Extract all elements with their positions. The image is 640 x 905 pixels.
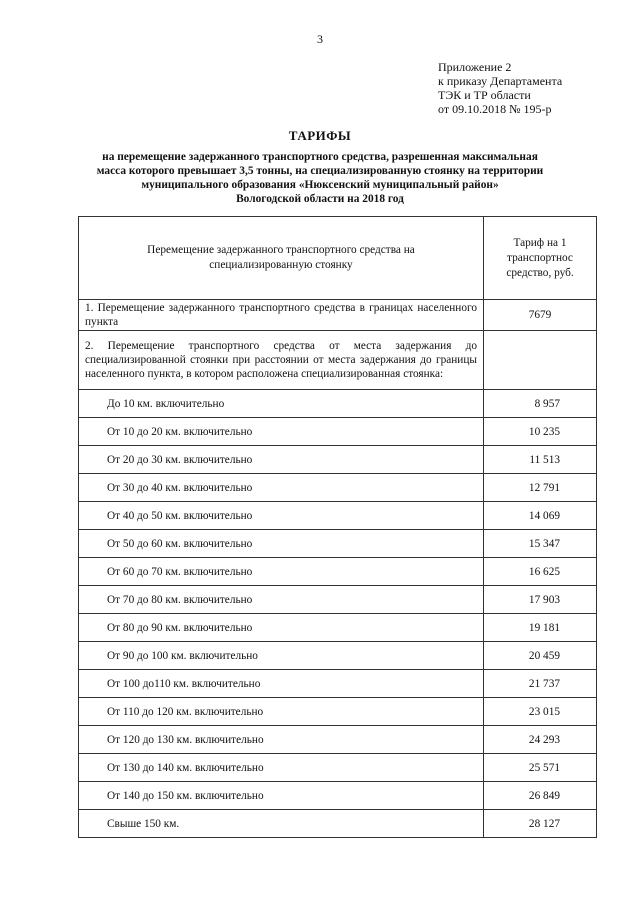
tariff-table: [78, 216, 597, 838]
table-row: [79, 502, 597, 530]
table-row: [79, 446, 597, 474]
tariff-value: 21 737: [484, 670, 597, 698]
page-number: 3: [317, 32, 323, 46]
section-1-value: 7679: [484, 300, 597, 331]
tariff-value: 23 015: [484, 698, 597, 726]
table-row: [79, 418, 597, 446]
distance-label: Свыше 150 км.: [79, 810, 484, 838]
subtitle-line: масса которого превышает 3,5 тонны, на специализированную стоянку на территории: [96, 165, 544, 177]
distance-label: От 130 до 140 км. включительно: [79, 754, 484, 782]
appendix-line: к приказу Департамента: [438, 74, 563, 88]
subtitle-line: Вологодской области на 2018 год: [236, 193, 404, 205]
tariff-value: 19 181: [484, 614, 597, 642]
table-row: [79, 558, 597, 586]
table-row: [79, 754, 597, 782]
appendix-line: ТЭК и ТР области: [438, 88, 531, 102]
distance-label: От 20 до 30 км. включительно: [79, 446, 484, 474]
table-row-section-2: [79, 331, 597, 390]
tariff-value: 12 791: [484, 474, 597, 502]
distance-label: От 10 до 20 км. включительно: [79, 418, 484, 446]
document-title: ТАРИФЫ: [288, 128, 352, 143]
header-tariff: Тариф на 1 транспортнос средство, руб.: [484, 217, 597, 300]
tariff-value: 15 347: [484, 530, 597, 558]
distance-label: От 120 до 130 км. включительно: [79, 726, 484, 754]
distance-label: От 80 до 90 км. включительно: [79, 614, 484, 642]
tariff-value: 8 957: [484, 390, 597, 418]
distance-label: От 100 до110 км. включительно: [79, 670, 484, 698]
table-row: [79, 390, 597, 418]
table-row: [79, 698, 597, 726]
table-row: [79, 614, 597, 642]
section-2-value: [484, 331, 597, 390]
distance-label: От 30 до 40 км. включительно: [79, 474, 484, 502]
appendix-line: от 09.10.2018 № 195-р: [438, 102, 552, 116]
distance-label: От 90 до 100 км. включительно: [79, 642, 484, 670]
distance-label: От 60 до 70 км. включительно: [79, 558, 484, 586]
table-header-row: [79, 217, 597, 300]
table-row: [79, 670, 597, 698]
tariff-value: 20 459: [484, 642, 597, 670]
tariff-value: 10 235: [484, 418, 597, 446]
tariff-value: 14 069: [484, 502, 597, 530]
table-row: [79, 726, 597, 754]
tariff-value: 28 127: [484, 810, 597, 838]
distance-label: От 110 до 120 км. включительно: [79, 698, 484, 726]
table-row: [79, 782, 597, 810]
distance-label: От 40 до 50 км. включительно: [79, 502, 484, 530]
subtitle-line: на перемещение задержанного транспортного средства, разрешенная максимальная: [102, 151, 538, 163]
table-row-section-1: [79, 300, 597, 331]
table-row: [79, 530, 597, 558]
distance-label: От 50 до 60 км. включительно: [79, 530, 484, 558]
section-1-text: 1. Перемещение задержанного транспортного средства в границах населенного пункта: [79, 300, 484, 331]
tariff-value: 11 513: [484, 446, 597, 474]
table-row: [79, 642, 597, 670]
tariff-value: 16 625: [484, 558, 597, 586]
table-row: [79, 586, 597, 614]
subtitle-line: муниципального образования «Нюксенский муниципальный район»: [141, 179, 499, 191]
appendix-note: [438, 60, 562, 116]
table-row: [79, 474, 597, 502]
document-subtitle: [70, 150, 570, 206]
tariff-value: 24 293: [484, 726, 597, 754]
table-row: [79, 810, 597, 838]
tariff-value: 17 903: [484, 586, 597, 614]
distance-label: От 70 до 80 км. включительно: [79, 586, 484, 614]
appendix-line: Приложение 2: [438, 60, 512, 74]
distance-label: От 140 до 150 км. включительно: [79, 782, 484, 810]
section-2-text: 2. Перемещение транспортного средства от места задержания до специализированной стоянки при расстоянии от места задержания до границы населенного пункта, в котором расположена специализированная стоянка:: [79, 331, 484, 390]
header-description: Перемещение задержанного транспортного средства на специализированную стоянку: [79, 217, 484, 300]
distance-label: До 10 км. включительно: [79, 390, 484, 418]
tariff-value: 26 849: [484, 782, 597, 810]
tariff-value: 25 571: [484, 754, 597, 782]
